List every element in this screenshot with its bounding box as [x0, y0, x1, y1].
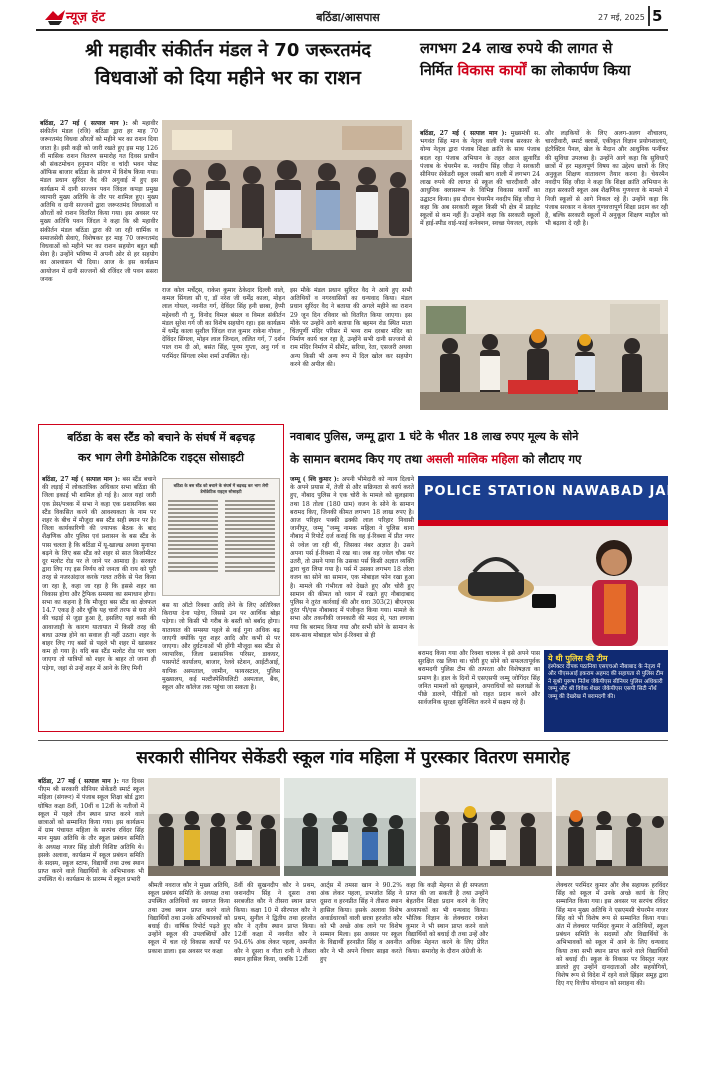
story2-headline-highlight: विकास कार्यों	[457, 63, 527, 79]
story2-headline-line2	[420, 60, 668, 82]
masthead-divider	[36, 29, 668, 31]
story1-column-2: राज कोल मर्चेंट्स, राकेश कुमार ठेकेदार दिल्ली वाले, कमल सिंगला सी ए, डॉ नरेश जी धर्मेंद्र काला, मोहन लाल गोयल, नवनीत गर्ग, देविंदर सिंह हनी छाबा, हैप्पी महेश्वरी गौ गु, विनोद विमल बंसल व विमल संकीर्तन मंडल सुरेश गर्ग जी का विशेष सहयोग रहा। इस कार्यक्रम में धर्मेंद्र काला सुशील जिंदल राज कुमार राकेश गोयल , देविंदर सिंगला, मोहन लाल जिन्दल, ललित गर्ग, 7 दर्शन पाल राम दी ओ, बसंत सिंह, पूनम गुप्ता, अनु गर्ग व परमिंदर सिंगला रमेश शर्मा उपस्थित रहे।	[162, 287, 285, 360]
story4-caption-box	[544, 650, 668, 732]
story3-headline-line2: कर भाग लेगी डेमोक्रेटिक राइट्स सोसाइटी	[77, 451, 245, 464]
story5-dateline: बठिंडा, 27 मई ( सत्पाल मान ):	[38, 778, 119, 785]
story4-column-1	[290, 476, 414, 732]
story3-clipping-image	[162, 478, 280, 596]
logo-text: न्यूज़ हंट	[66, 10, 106, 25]
story4-caption-title: ये थी पुलिस की टीम	[548, 654, 608, 663]
story1-column-1	[40, 120, 158, 410]
story4-headline-highlight: असली मालिक महिला	[426, 452, 519, 466]
masthead	[0, 0, 696, 36]
story2-column-1	[420, 130, 540, 296]
issue-date: 27 मई, 2025	[598, 13, 645, 22]
story3-column-1	[42, 476, 156, 728]
story1-column-3: इस मौके मंडल प्रधान सुरिंदर वैद ने आये हुए सभी अतिथियों व नगरवासियों का धन्यवाद किया। मंडल प्रधान सुरिंदर वैद ने बताया की अगले महीने का राशन 29 जून दिन रविवार को वितरित किया जाएगा। इस मौके पर उन्होंने आगे बताया कि बहमन रोड स्थित माता चिंतपूर्णी मंदिर परिसर में भव्य राम दरबार मंदिर का निर्माण कार्य चल रहा है, उन्होंने सभी दानी सज्जनो से राम मंदिर निर्माण में सीमेंट, सरिया, रेता, एसजरी अथवा अन्य किसी भी अन्य रूप में दिल खोल कर सहयोग करने की अपील की।	[290, 287, 412, 368]
story5-column-6: लेक्चरर परमिंदर कुमार और लैब सहायक हरविंदर सिंह को स्कूल में उनके अच्छे कार्य के लिए सम्मानित किया गया। इस अवसर पर सरपंच रविंदर सिंह मान मुख्य अतिथि ने एसएमसी चेयरमैन नाजर सिंह को भी विशेष रूप से सम्मानित किया गया। अंत में लेक्चरर परमिंदर कुमार ने अतिथियों, स्कूल प्रबंधन समिति के सदस्यों और विद्यार्थियों के अभिभावकों को स्कूल में आने के लिए धन्यवाद किया तथा सभी स्थान प्राप्त करने वाले विद्यार्थियों को बधाई दी। स्कूल के विकास पर विस्तृत नज़र डालते हुए उन्होंने दानदाताओं और सहयोगियों, विशेष रूप से विदेश में रहने वाले झिंझर समूह द्वारा दिए गए वित्तीय योगदान को सराहना की।	[556, 882, 668, 988]
story5-photo-2	[284, 778, 416, 876]
story4-headline-line1: नवाबाद पुलिस, जम्मू द्वारा 1 घंटे के भीतर 18 लाख रुपए मूल्य के सोने	[290, 430, 579, 443]
story3-body-1: बस स्टैंड बचाने की लड़ाई में लोकतांत्रिक अधिकार सभा बठिंडा की जिला इकाई भी शामिल हो गई है। आज यहां जारी एक प्रेस/पत्रक में सभा ने कहा एक प्रशासनिक बस स्टैंड विकसित करने की आवश्यकता के नाम पर शहर के बीच में मौजूदा बस स्टैंड सही स्थान पर है। जिला कार्यकारिणी की ज्यापक बैठक के बाद शैक्षणिक और पुलिस एवं प्रशासन के बस स्टैंड के पास चलता है कि बठिंडा में यू-खाल्ख अथवा मुनाफा बढ़ने के लिए बस स्टैंड को शहर से सात किलोमीटर दूर मलोट रोड पर ले जाने पर आमादा है। सरकार द्वारा लिए गए इस निर्णय को जनता की राय को पूरी तरह से नजरअंदाज करके गलत तरीके से पेश किया जा रहा है, कहा जा रहा है कि इससे शहर का विकास होगा और ट्रैफिक समस्या का समाधान होगा। सभा का कहना है कि मौजूदा बस स्टैंड का क्षेत्रफल 14.7 एकड़ है और चूंकि यह चारों तरफ से घरा लेने की चढ़ाई से जुड़ा हुआ है, इसलिए यहां कसी की आवाजाही के कारण यातायात में किसी तरह की बाधा उत्पन्न होने का सवाल ही नहीं उठता। शहर के बाहर लिए गए बसों से पहले भी शहर में खासकर कम हो गया है। यदि बस स्टैंड मलोट रोड पर चला जाएगा तो यात्रियों को शहर के बाहर तो जाना ही पड़ेगा, जहां से उन्हें शहर में आने के लिए मिनी	[42, 476, 157, 672]
story5-photo-4	[556, 778, 668, 876]
story5-column-1	[38, 778, 144, 1070]
story5-photo-3	[420, 778, 552, 876]
page-number-text: 5	[652, 7, 663, 25]
story1-body-1: श्री महावीर संकीर्तन मंडल (रजि) बठिंडा द्वारा हर माह 70 जरूरतमंद विधवा औरतों को महीने भर का राशन दिया जाता है। इसी कड़ी को जारी रखते हुए इस माह 126 वीं मासिक राशन वितरण समारोह गत दिवस प्राचीन श्री संकटमोचन हनुमान मंदिर व चांदी भवन पोस्ट ऑफिस बाजार बठिंडा के प्रांगण में विशेष किया गया। मंडल प्रधान सुरिंदर वैद की अगुवाई में हुए इस कार्यक्रम में दानी सज्जन पवन जिंदल कपड़ा प्रमुख व्यापारी मुख्य अतिथि के तौर पर शामिल हुए। मुख्य अतिथि व दानी सज्जनों द्वारा जरूरतमंद विधवाओं व औरतों को राशन वितरित किया गया। इस अवसर पर मुख्य अतिथि पवन जिंदल ने कहा कि श्री महावीर संकीर्तन मंडल बठिंडा द्वारा की जा रही धार्मिक व समाजसेवी सेवाएं, विशेषकर हर माह 70 जरूरतमंद विधवाओं को महीने भर का राशन सहयोग बहुत बड़ी सेवा है। उन्होंने भविष्य में अपनी ओर से हर सहयोग का आश्वासन भी दिया। आज के इस कार्यक्रम आयोजन में दानी सज्जनों श्री रजिंदर जी पवन ससरा जनक	[40, 120, 159, 283]
story4-body-1: अपनी भीमेदारी को न्याय दिलाने के अपने प्रयास में, तेजी से और सक्रियता से कार्य करते हुए, नौबाद पुलिस ने एक चोरी के मामले को सुलझाया तथा 18 तोला (180 ग्राम) वजन के सोने के सामान बरामद किए, जिनकी कीमत लगभग 18 लाख रुपए है। आज परिहार पक्की ढक्की लाल परिहार निवासी जानीपुर, जम्मू "जम्मू नामक महिला ने पुलिस थाना नौबाद में रिपोर्ट दर्ज कराई कि वह ई-रिक्शा में प्रीत नगर से ज्वेल जा रही थी, जिसका नंबर अज्ञात है। उसने अपना पर्स ई-रिक्शा में रख था। जब वह ज्वेल चौक पर उतरी, तो उसने पाया कि उसका पर्स किसी अज्ञात व्यक्ति द्वारा चुरा लिया गया है। पर्स में उसका लगभग 18 तोला वजन का सोने का सामान, एक मोबाइल फोन रखा हुआ है। मामले की गंभीरता को देखते हुए और चोरी हुए सामान की कीमत को ध्यान में रखते हुए नौबादाबाद पुलिस ने तुरंत कार्रवाई की और धारा 303(2) बीएनएस तुरंत पी/एस नौबाबाद में पंजीकृत किया गया। मामले के सभा और तकनीकी जानकारी की मदद से, पता लगाया गया कि बरामद किया गया और सभी सोने के सामान के साथ-साथ मोबाइल फोन ई-रिक्शा से ही	[290, 476, 415, 639]
story2-dateline: बठिंडा, 27 मई ( सत्पाल मान ):	[420, 130, 507, 137]
story4-police-banner: POLICE STATION NAWABAD JAMMU	[424, 484, 706, 499]
story5-divider	[38, 740, 668, 741]
story4-photo	[418, 476, 706, 646]
story4-headline-line2	[290, 448, 668, 470]
section-name: बठिंडा/आसपास	[316, 11, 380, 24]
story2-headline-plain: निर्मित	[420, 63, 458, 79]
story4-column-2: बरामद किया गया और रिक्शा चालक ने इसे अपने पास सुरक्षित रख लिया था। चोरी हुए सोने को सफलतापूर्वक बरामदगी पुलिस टीम की तत्परता और विशेषज्ञता का प्रमाण है। हाल के दिनों में एसएसपी जम्मू जोगिंदर सिंह जनित मामलों को सुलझाने, अपराधियों को सलाखों के पीछे डालने, पीड़ितों को राहत प्रदान करने और सार्वजनिक सुरक्षा सुनिश्चित करने में सक्षम रहे हैं।	[418, 650, 540, 707]
story3-clipping-title: बठिंडा के बस स्टैंड को बचाने के संघर्ष में बढ़चढ़ कर भाग लेगी डेमोक्रेटिक राइट्स सोसाइटी	[173, 483, 269, 494]
story3-dateline: बठिंडा, 27 मई ( सत्पाल मान ):	[42, 476, 120, 483]
story3-column-2: बस या ऑटो रिक्शा आदि लेने के लिए अतिरिक्त किराया देना पड़ेगा, जिससे उन पर आर्थिक बोझ पड़ेगा। जो किसी भी गरीब के बस्ती को बर्बाद होगा। यातायात की समस्या पहले से कई गुना अधिक बढ़ जाएगी क्योंकि पूरा शहर आदि और कभी से पर जाएगा। और दुर्घटनाओं भी होंगी मौजूदा बस स्टैंड से व्यापारिक, जिला प्रशासनिक परिसर, डाकघर, पासपोर्ट कार्यालय, बाजार, रेलवे स्टेशन, आईटीआई, यापिक अस्पताल, जामीन, फायरस्टाल, पुलिस मुख्यालय, कई मल्टीस्पेशियलिटी अस्पताल, बैंक, स्कूल और कॉलेज तक पहुंचा जा सकता है।	[162, 602, 280, 692]
story5-headline: सरकारी सीनियर सेकेंडरी स्कूल गांव महिला में पुरस्कार वितरण समारोह	[136, 748, 570, 768]
story3-headline-line1: बठिंडा के बस स्टैंड को बचाने के संघर्ष में बढ़चढ़	[67, 431, 255, 444]
story5-column-5: कहा कि कड़ी मेहनत से ही सफलता प्राप्त की जा सकती है तथा उन्होंने बेहतरीन शिक्षा प्रदान करने के लिए अध्यापकों का भी धन्यवाद किया। भौतिक विज्ञान के लेक्चरार राकेश कुमार ने भी स्थान प्राप्त करने वाले विद्यार्थियों को बधाई दी तथा उन्हें और अधिक मेहनत करने के लिए प्रेरित किया। समारोह के दौरान अंग्रेजी के	[406, 882, 488, 955]
story4-caption-text: इंस्पेक्टर दीपक पठानिया एसएचओ नौबाबाद के नेतृत्व में और पीएसआई इकराम अहमद की सहायता से पुलिस टीम ने सुश्री पुरूषा नितेश जेकेपीएस सीनियर पुलिस अधिकारी जम्मू और श्री विवेक शेखर जेकेपीएस एसपी सिटी नॉर्थ जम्मू की देखरेख में बरामदगी की।	[548, 664, 664, 700]
story5-column-4: आर्ट्स में तमसा खान ने 90.2% अंक लेकर पहला, प्रभजोत सिंह ने दूसरा व हरनप्रीत सिंह ने तीसरा स्थान हासिल किया। इसके अलावा विशेष अवार्डधारकों वाली छात्रा हरजोत कौर को भी अच्छे अंक लाने पर विशेष सम्मान मिला। इस अवसर पर स्कूल के विद्यार्थी हरनप्रीत सिंह व अवनीत कौर ने भी अपने विचार साझा करते हुए	[320, 882, 402, 963]
story5-photo-1	[148, 778, 280, 876]
story1-headline-line1: श्री महावीर संकीर्तन मंडल ने 70 जरूरतमंद	[85, 40, 371, 61]
story4-headline-plain: के सामान बरामद किए गए तथा	[290, 452, 427, 466]
story2-headline-end: का लोकार्पण किया	[526, 63, 631, 79]
story1-photo	[162, 120, 412, 282]
story4-dateline: जम्मू ( श्वि कुमार ):	[290, 476, 340, 483]
story1-headline-line2: विधवाओं को दिया महीने भर का राशन	[95, 67, 361, 89]
story1-dateline: बठिंडा, 27 मई ( सत्पाल मान ):	[40, 120, 128, 127]
story5-column-2: श्रीमती नवराज कौर ने मुख्य अतिथि, स्कूल प्रबंधन समिति के अध्यक्ष तथा उपस्थित अतिथियों का स्वागत किया तथा उच्च स्थान प्राप्त करने वाले विद्यार्थियों तथा उनके अभिभावकों को बधाई दी। वार्षिक रिपोर्ट पढ़ते हुए उन्होंने स्कूल की उपलब्धियों और स्कूल में चल रहे विकास कार्यों पर प्रकाश डाला। इस अवसर पर कक्षा	[148, 882, 230, 955]
story2-headline-line1: लगभग 24 लाख रुपये की लागत से	[420, 41, 613, 57]
story2-column-2: और लड़कियों के लिए अलग-अलग शौचालय, चारदीवारी, स्मार्ट क्लासें, एकीकृत विज्ञान प्रयोगशालाएं, इंटरैक्टिव पैनल, खेल के मैदान और आधुनिक फर्नीचर की सुविधा उपलब्ध है। उन्होंने आगे कहा कि सुविधाएँ छात्रों में हर महत्वपूर्ण विषय का उद्देश्य छात्रों के लिए अनुकूल शिक्षण वातावरण तैयार करना है। चेयरमैन नवदीप सिंह जीदा ने कहा कि शिक्षा क्रांति अभियान के तहत सरकारी स्कूल अब शैक्षणिक गुणवत्ता के मामले में निजी स्कूलों से आगे निकल रहे हैं। उन्होंने कहा कि पंजाब सरकार न केवल गुणवत्तापूर्ण शिक्षा प्रदान कर रही है, बल्कि सरकारी स्कूलों में अनुकूल शिक्षण माहौल को भी बढ़ावा दे रही है।	[545, 130, 668, 228]
story4-headline-end: को लौटाए गए	[518, 452, 582, 466]
story2-body-1: मुख्यमंत्री स. भगवंत सिंह मान के नेतृत्व वाली पंजाब सरकार के योग्य नेतृत्व द्वारा पंजाब शिक्षा क्रांति के साथ पंजाब बदल रहा पंजाब अभियान के तहत आज झुनारेिंड पंजाब के चेयरमैन स. नवदीप सिंह जीदा ने सरकारी सीनियर सेकेंडरी स्कूल जस्सी बाग वाली में लगभग 24 लाख रुपये की लागत से स्कूल की चारदीवारी और आधुनिक क्लासरूम के विभिन्न विकास कार्यों का उद्घाटन किया। इस दौरान चेयरमैन नवदीप सिंह जीदा ने कहा कि अब सरकारी स्कूल किसी भी क्षेत्र में प्राइवेट स्कूलों से कम नहीं हैं। उन्होंने कहा कि सरकारी स्कूलों में हाई-स्पीड वाई-फाई कनेक्शन, स्वच्छ पेयजल, लड़के	[420, 130, 541, 228]
story5-body-1: गत दिवस पीएम श्री सरकारी सीनियर सेकेंडरी स्मार्ट स्कूल महिला (संगरूर) में पंजाब स्कूल शिक्षा बोर्ड द्वारा घोषित कक्षा 8वीं, 10वीं व 12वीं के नतीजों में स्कूल में पहले तीन स्थान प्राप्त करने वाले छात्राओं को सम्मानित किया गया। इस कार्यक्रम में ग्राम पंचायत महिला के सरपंच रविंदर सिंह मान मुख्य अतिथि के तौर स्कूल प्रबंधन समिति के अध्यक्ष नाजर सिंह डोली विशिष्ट अतिथि थे। इसके अलावा, कार्यक्रम में स्कूल प्रबंधन समिति के सदस्य, स्कूल स्टाफ, विद्यार्थी तथा उच्च स्थान प्राप्त करने वाले विद्यार्थियों के अभिभावक भी उपस्थित थे। कार्यक्रम के प्रारम्भ में स्कूल प्रभारी	[38, 778, 144, 884]
story5-column-3: 8वीं की सुखनदीप कौर ने प्रथम, जशनदीप सिंह ने दूसरा तथा सरबजीत कौर ने तीसरा स्थान प्राप्त किया। कक्षा 10 में सीरपाल कौर ने प्रथम, सुनील ने द्वितीय तथा हरजोत कौर ने तृतीय स्थान प्राप्त किया। 12वीं कक्षा में नवनीत कौर ने 94.6% अंक लेकर पहला, अमनीत कौर ने दूसरा व गीता रानी ने तीसरा स्थान हासिल किया, जबकि 12वीं	[234, 882, 316, 963]
story2-photo	[420, 300, 668, 410]
